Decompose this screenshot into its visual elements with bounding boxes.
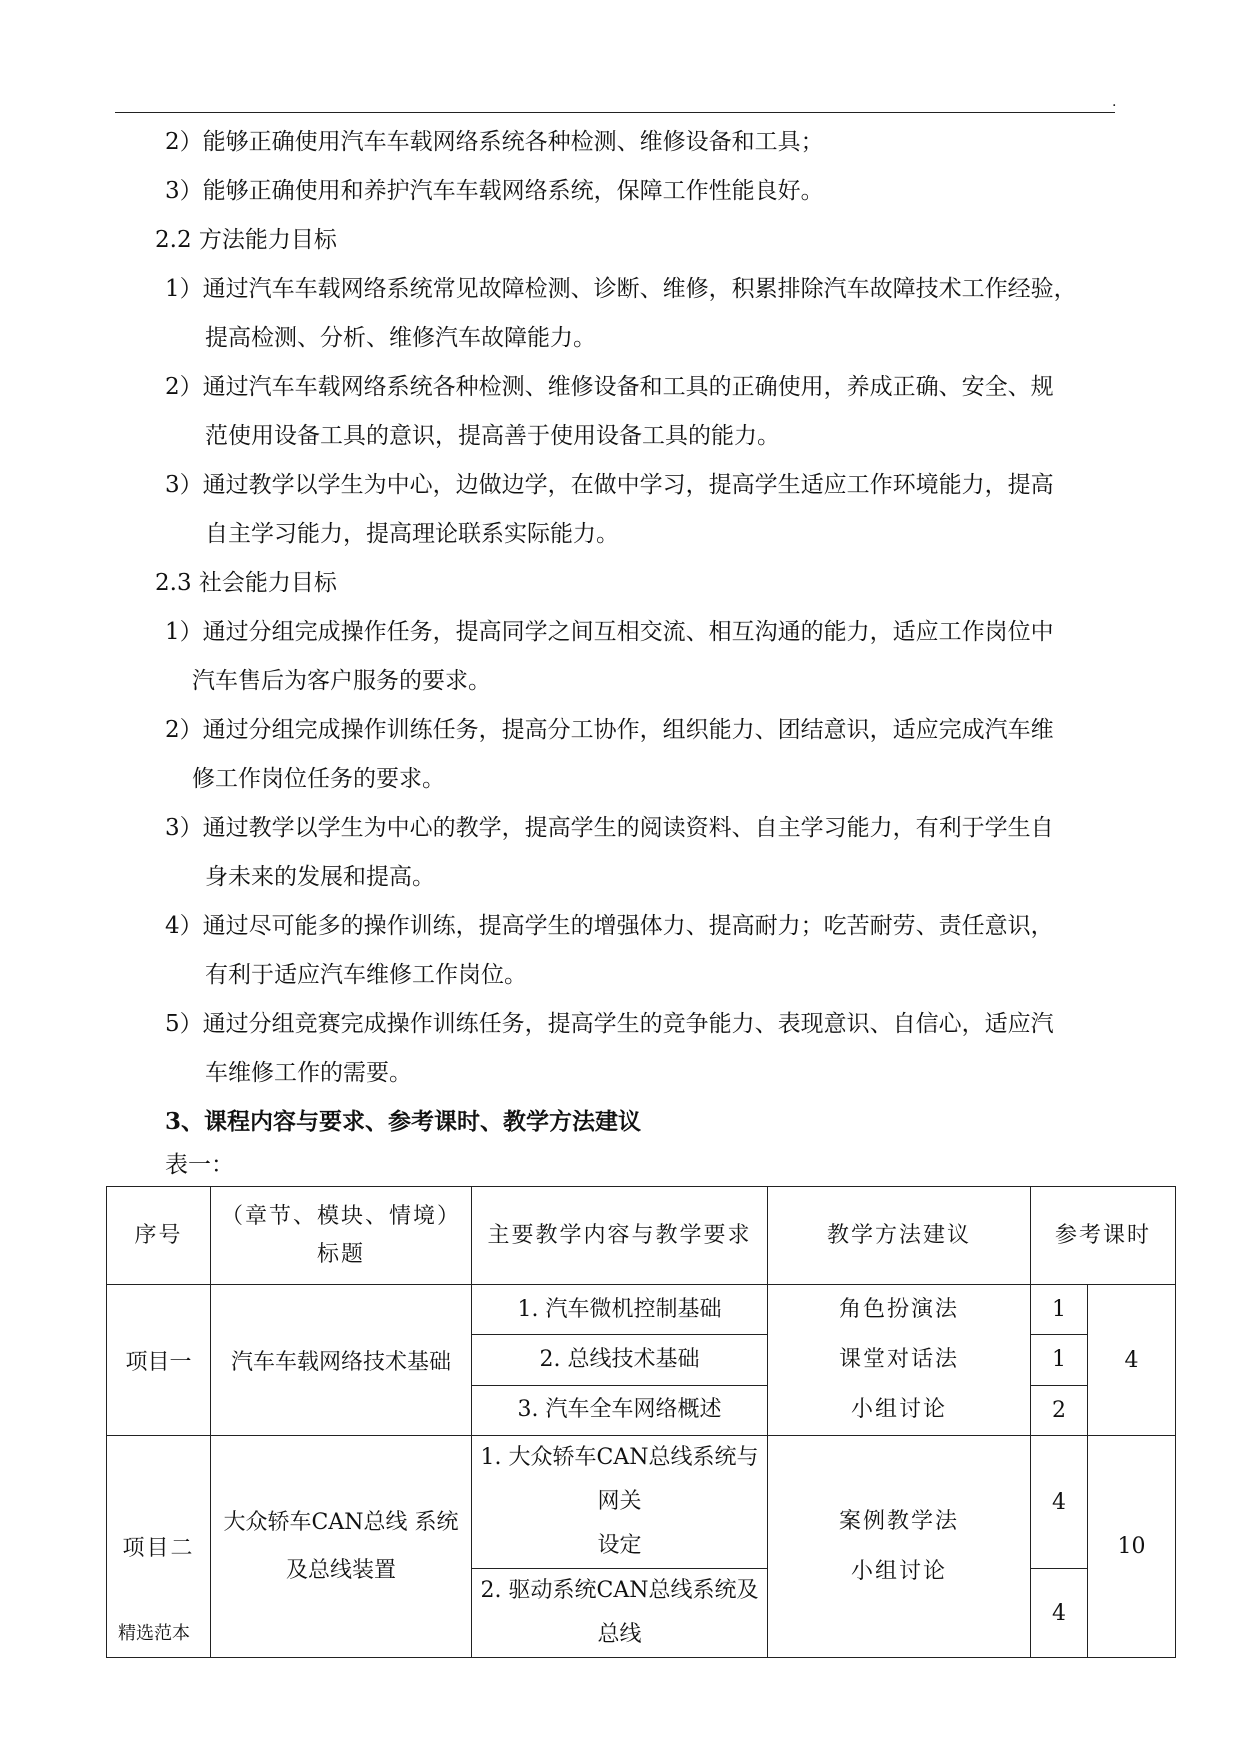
project1-hours: 1 [1031,1285,1088,1335]
text-line: 汽车售后为客户服务的要求。 [192,668,491,694]
text-line: 2）能够正确使用汽车车载网络系统各种检测、维修设备和工具； [165,129,824,155]
project2-total: 10 [1088,1436,1176,1658]
section-3-title: 3、课程内容与要求、参考课时、教学方法建议 [165,1108,642,1135]
method-item: 角色扮演法 [838,1297,959,1322]
method-item: 小组讨论 [850,1558,947,1584]
header-content: 主要教学内容与教学要求 [472,1187,768,1285]
table-row [107,1436,1176,1569]
project1-methods [768,1285,1031,1436]
project2-hours: 4 [1031,1436,1088,1569]
method-item: 小组讨论 [850,1397,947,1422]
table-row [107,1285,1176,1335]
text-line: 车维修工作的需要。 [205,1060,412,1086]
header-method: 教学方法建议 [768,1187,1031,1285]
text-line: 5）通过分组竞赛完成操作训练任务，提高学生的竞争能力、表现意识、自信心，适应汽 [165,1011,1054,1037]
project2-item1-line1: 1. 大众轿车CAN总线系统与网关 [480,1445,759,1514]
section-heading: 2.2 方法能力目标 [155,227,337,253]
text-line: 2）通过汽车车载网络系统各种检测、维修设备和工具的正确使用，养成正确、安全、规 [165,374,1054,400]
footer-text: 精选范本 [118,1623,190,1644]
text-line: 1）通过分组完成操作任务，提高同学之间互相交流、相互沟通的能力，适应工作岗位中 [165,619,1054,645]
method-item: 课堂对话法 [838,1347,959,1372]
project1-title: 汽车车载网络技术基础 [211,1285,472,1436]
project2-item [472,1436,768,1569]
text-line: 1）通过汽车车载网络系统常见故障检测、诊断、维修，积累排除汽车故障技术工作经验， [165,276,1077,302]
header-title [211,1187,472,1285]
text-line: 范使用设备工具的意识，提高善于使用设备工具的能力。 [205,423,780,449]
text-line: 提高检测、分析、维修汽车故障能力。 [205,325,596,351]
header-hours: 参考课时 [1031,1187,1176,1285]
project1-item: 1. 汽车微机控制基础 [472,1285,768,1335]
header-title-line2: 标题 [316,1241,365,1267]
section-heading: 2.3 社会能力目标 [155,570,337,596]
project2-item1-line2: 设定 [597,1533,642,1558]
text-line: 有利于适应汽车维修工作岗位。 [205,962,527,988]
project2-item: 2. 驱动系统CAN总线系统及总线 [472,1569,768,1658]
header-rule [115,112,1115,113]
header-title-line1: （章节、模块、情境） [220,1203,461,1229]
text-line: 自主学习能力，提高理论联系实际能力。 [205,521,619,547]
text-line: 3）通过教学以学生为中心的教学，提高学生的阅读资料、自主学习能力，有利于学生自 [165,815,1054,841]
text-line: 3）能够正确使用和养护汽车车载网络系统，保障工作性能良好。 [165,178,824,204]
header-seq: 序号 [107,1187,211,1285]
method-item: 案例教学法 [838,1508,959,1534]
project2-title [211,1436,472,1658]
project2-title-line2: 及总线装置 [285,1557,396,1583]
project2-title-line1: 大众轿车CAN总线 系统 [223,1509,459,1535]
table-label: 表一： [165,1152,234,1178]
project2-methods [768,1436,1031,1658]
project1-total: 4 [1088,1285,1176,1436]
project2-hours: 4 [1031,1569,1088,1658]
project1-seq: 项目一 [107,1285,211,1436]
header-dot: . [1112,94,1117,110]
text-line: 3）通过教学以学生为中心，边做边学，在做中学习，提高学生适应工作环境能力，提高 [165,472,1054,498]
text-line: 4）通过尽可能多的操作训练，提高学生的增强体力、提高耐力；吃苦耐劳、责任意识， [165,913,1054,939]
table-header-row [107,1187,1176,1285]
project1-hours: 1 [1031,1335,1088,1385]
project1-hours: 2 [1031,1385,1088,1435]
project1-item: 3. 汽车全车网络概述 [472,1385,768,1435]
text-line: 修工作岗位任务的要求。 [192,766,445,792]
project1-item: 2. 总线技术基础 [472,1335,768,1385]
course-table [106,1186,1176,1658]
text-line: 身未来的发展和提高。 [205,864,435,890]
text-line: 2）通过分组完成操作训练任务，提高分工协作，组织能力、团结意识，适应完成汽车维 [165,717,1054,743]
project2-seq: 项目二 [107,1436,211,1658]
